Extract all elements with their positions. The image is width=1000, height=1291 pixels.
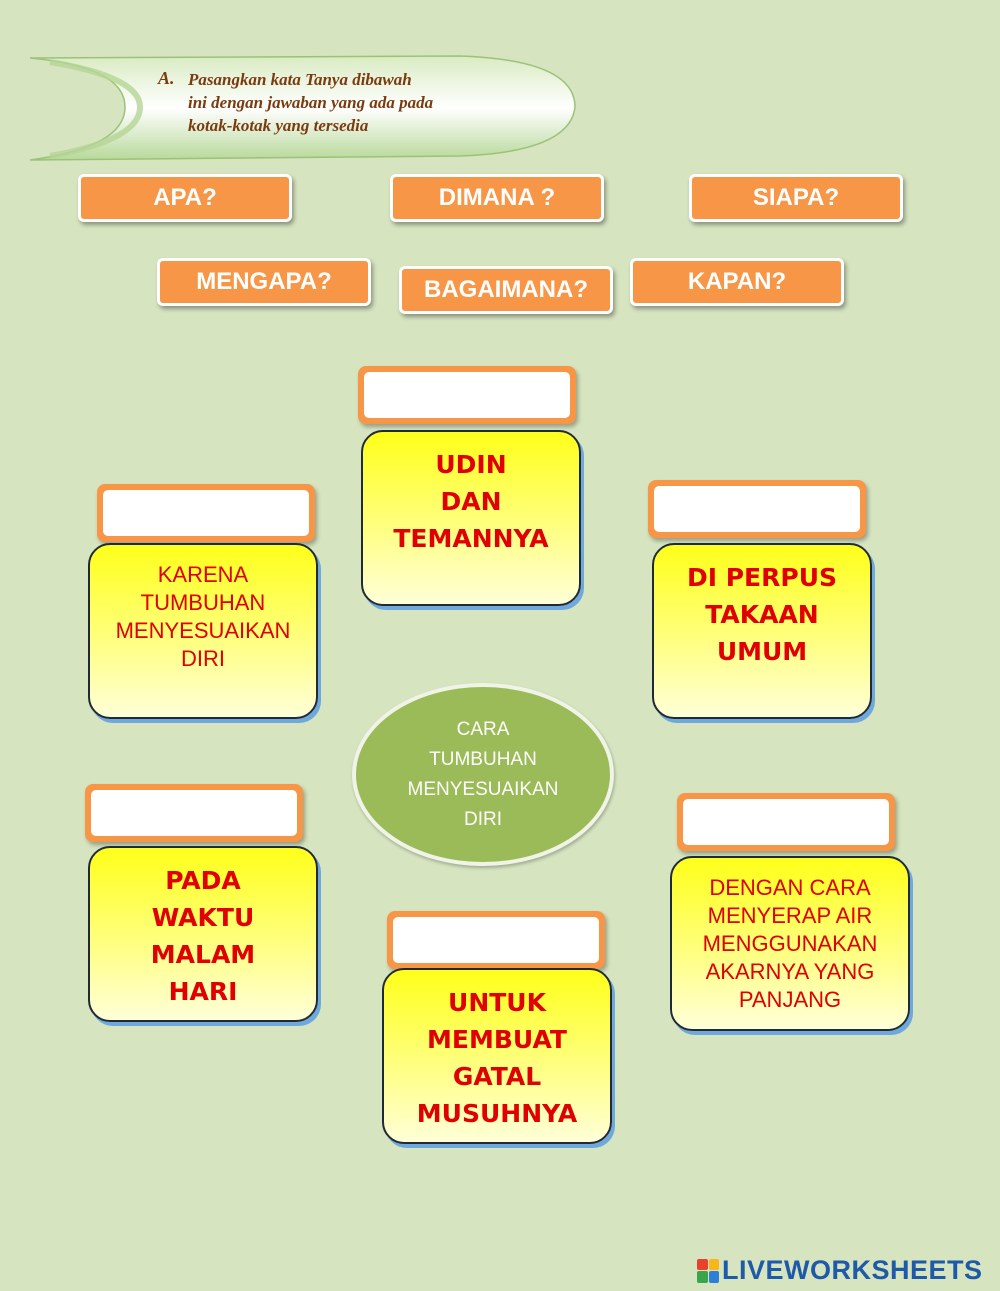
answer-card-6-text: UNTUK MEMBUAT GATAL MUSUHNYA: [416, 988, 578, 1128]
answer-slot-2: [97, 484, 315, 542]
answer-card-1-text: UDIN DAN TEMANNYA: [393, 450, 549, 553]
answer-card-1: [361, 430, 581, 606]
instruction-text: Pasangkan kata Tanya dibawah ini dengan jawaban yang ada pada kotak-kotak yang tersedia: [188, 70, 434, 135]
answer-slot-3-input[interactable]: [654, 486, 860, 532]
answer-slot-1-input[interactable]: [364, 372, 570, 418]
chip-apa[interactable]: APA?: [78, 174, 292, 222]
answer-card-3-text: DI PERPUS TAKAAN UMUM: [686, 563, 838, 666]
answer-card-2: [88, 543, 318, 719]
answer-card-2-text: KARENA TUMBUHAN MENYESUAIKAN DIRI: [115, 562, 291, 671]
answer-slot-5: [677, 793, 895, 851]
chip-kapan[interactable]: KAPAN?: [630, 258, 844, 306]
answer-slot-3: [648, 480, 866, 538]
instruction-letter: A.: [158, 68, 175, 88]
answer-card-4: [88, 846, 318, 1022]
logo-badge-icon: [697, 1259, 719, 1283]
answer-slot-2-input[interactable]: [103, 490, 309, 536]
answer-card-4-text: PADA WAKTU MALAM HARI: [150, 866, 256, 1006]
chip-dimana[interactable]: DIMANA ?: [390, 174, 604, 222]
answer-slot-1: [358, 366, 576, 424]
answer-slot-5-input[interactable]: [683, 799, 889, 845]
answer-slot-6: [387, 911, 605, 969]
liveworksheets-logo: [697, 1255, 983, 1286]
logo-text: LIVEWORKSHEETS: [722, 1255, 983, 1285]
answer-slot-4: [85, 784, 303, 842]
topic-oval: [352, 683, 614, 866]
chip-bagaimana[interactable]: BAGAIMANA?: [399, 266, 613, 314]
chip-mengapa[interactable]: MENGAPA?: [157, 258, 371, 306]
answer-slot-6-input[interactable]: [393, 917, 599, 963]
answer-card-6: [382, 968, 612, 1144]
answer-slot-4-input[interactable]: [91, 790, 297, 836]
topic-text: CARA TUMBUHAN MENYESUAIKAN DIRI: [407, 718, 559, 830]
chip-siapa[interactable]: SIAPA?: [689, 174, 903, 222]
answer-card-3: [652, 543, 872, 719]
answer-card-5: [670, 856, 910, 1031]
answer-card-5-text: DENGAN CARA MENYERAP AIR MENGGUNAKAN AKARNYA YANG PANJANG: [702, 875, 878, 1012]
